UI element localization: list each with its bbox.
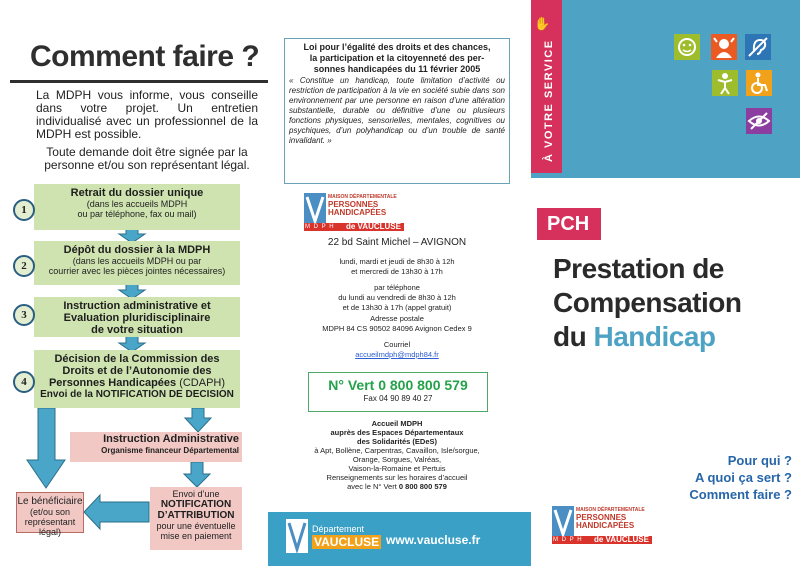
notification-line-5: mise en paiement [160,531,232,541]
step-2-detail-2: courrier avec les pièces jointes nécessaires) [48,266,226,276]
mdph-cover-personnes: PERSONNES [576,513,627,522]
step-1-number: 1 [13,199,35,221]
opening-hours [284,257,510,277]
address: 22 bd Saint Michel – AVIGNON [327,237,467,248]
cognitive-disability-icon [711,34,737,60]
mdph-logo [304,193,404,231]
step-2-box [34,241,240,285]
pch-title-line-2: Compensation [553,287,742,318]
mdph-logo-personnes: PERSONNES [328,200,379,209]
step-2-title: Dépôt du dossier à la MDPH [63,244,211,256]
departement-label: Département [312,524,365,534]
step-3-title-2: Evaluation pluridisciplinaire [63,312,211,324]
step-4-line-3b: (CDAPH) [176,377,226,389]
hours-line-2: et mercredi de 13h30 à 17h [351,267,443,276]
courriel-link[interactable]: accueilmdph@mdph84.fr [355,350,439,359]
loi-box [284,38,510,184]
pch-tab: PCH [537,208,601,240]
question-comment: Comment faire ? [689,487,792,502]
step-4-number: 4 [13,371,35,393]
visual-disability-icon [746,108,772,134]
cover-header [531,0,800,178]
question-pour-qui: Pour qui ? [727,453,792,468]
step-2-detail-1: (dans les accueils MDPH ou par [72,256,202,266]
step-1-title: Retrait du dossier unique [70,187,204,199]
beneficiaire-line-2: (et/ou son [29,507,71,517]
numero-vert-box [308,372,488,412]
step-3-title-1: Instruction administrative et [63,300,211,312]
hours-line-1: lundi, mardi et jeudi de 8h30 à 12h [339,257,455,266]
step-1-detail-1: (dans les accueils MDPH [86,199,188,209]
step-2-number: 2 [13,255,35,277]
wheelchair-icon [746,70,772,96]
mdph-logo-handicapees: HANDICAPÉES [328,208,387,217]
beneficiaire-box [16,492,84,537]
arrow-step4-beneficiaire [27,408,65,488]
arrow-step4-instruction [185,408,211,432]
step-4-line-2: Droits et de l’Autonomie des [62,365,212,377]
notification-line-2: NOTIFICATION [160,499,232,510]
accueil-title-1: Accueil MDPH [371,419,423,428]
step-4-box [34,350,240,408]
notification-box [150,487,242,550]
accueil-towns-3: Vaison-la-Romaine et Pertuis [348,464,446,473]
notification-line-3: D’ATTRIBUTION [157,510,235,521]
loi-title-2: la participation et la citoyenneté des per- [309,53,485,63]
loi-title-3: sonnes handicapées du 11 février 2005 [313,64,481,74]
website-link[interactable]: www.vaucluse.fr [386,533,481,547]
mdph-cover-mark-icon [552,506,574,538]
courriel-label: Courriel [383,340,411,349]
pch-title-line-3b: Handicap [593,321,716,352]
signature-paragraph: Toute demande doit être signée par la personne et/ou son représentant légal. [44,145,250,172]
step-4-line-3: Personnes Handicapées [48,377,177,389]
departement-logo [286,519,380,555]
step-4-line-4: Envoi de la NOTIFICATION DE DECISION [40,389,234,400]
middle-panel [268,0,531,566]
phone-hours-line-1: par téléphone [374,283,420,292]
accueil-info [284,419,510,491]
right-panel [531,0,800,566]
instruction-sub: Organisme financeur Départemental [101,446,239,455]
beneficiaire-line-3: représentant légal) [24,517,76,537]
questions [642,452,792,503]
loi-quote: « Constitue un handicap, toute limitation d’activité ou restriction de participation à la vie en société subie dans son environnement par une personne en raison d’une altération substantielle, durable ou définitive d’une ou plusieurs fonctions physiques, sensorielles, mentales, cognitives ou psychiques, d’un polyhandicap ou d’un trouble de santé invalidant. » [289,76,505,145]
step-3-box [34,297,240,337]
phone-hours [284,283,510,313]
arrow-instruction-notification [184,462,210,487]
departement-logo-mark-icon [286,519,308,553]
step-1-box [34,184,240,230]
phone-hours-line-3: et de 13h30 à 17h (appel gratuit) [342,303,452,312]
mental-disability-icon [674,34,700,60]
beneficiaire-line-1: Le bénéficiaire [17,496,83,507]
service-band-text: À VOTRE SERVICE [543,39,555,162]
mdph-logo-small: MAISON DÉPARTEMENTALE [328,194,397,200]
mdph-logo-acronym: M D P H [305,224,335,230]
mdph-logo-vaucluse: de VAUCLUSE [346,222,401,231]
instruction-title: Instruction Administrative [103,433,239,445]
hearing-disability-icon [745,34,771,60]
phone-hours-line-2: du lundi au vendredi de 8h30 à 12h [338,293,456,302]
mdph-cover-handicapees: HANDICAPÉES [576,521,635,530]
mdph-cover-small: MAISON DÉPARTEMENTALE [576,507,645,513]
accueil-info-line: Renseignements sur les horaires d’accueil [326,473,468,482]
accueil-title-2: auprès des Espaces Départementaux [330,428,464,437]
psychic-disability-icon [712,70,738,96]
courriel [284,340,510,360]
instruction-box [70,432,242,462]
fax: Fax 04 90 89 40 27 [363,394,433,403]
postal-label: Adresse postale [370,314,424,323]
accueil-vert-number: 0 800 800 579 [398,482,447,491]
accueil-title-3: des Solidarités (EDeS) [356,437,438,446]
service-band [531,0,562,173]
postal-address [284,314,510,334]
loi-title-1: Loi pour l’égalité des droits et des chances, [303,42,491,52]
mdph-cover-acronym: M D P H [553,537,583,543]
pch-title-line-1: Prestation de [553,253,724,284]
question-a-quoi: A quoi ça sert ? [694,470,792,485]
notification-line-1: Envoi d’une [172,489,220,499]
mdph-logo-mark-icon [304,193,326,225]
pch-title [553,252,793,354]
notification-line-4: pour une éventuelle [156,521,236,531]
mdph-cover-vaucluse: de VAUCLUSE [594,535,649,544]
step-4-line-1: Décision de la Commission des [54,353,220,365]
handshake-icon: ✋ [534,16,551,31]
numero-vert: N° Vert 0 800 800 579 [328,377,468,393]
pch-title-line-3a: du [553,321,594,352]
left-title: Comment faire ? [30,40,260,73]
mdph-logo-cover [552,506,652,544]
intro-paragraph: La MDPH vous informe, vous conseille dans votre projet. Un entretien individualisé avec un professionnel de la MDPH est possible. [36,88,258,141]
accueil-towns-2: Orange, Sorgues, Valréas, [352,455,442,464]
step-3-title-3: de votre situation [91,324,183,336]
accueil-towns-1: à Apt, Bollène, Carpentras, Cavaillon, Isle/sorgue, [314,446,480,455]
step-1-detail-2: ou par téléphone, fax ou mail) [77,209,197,219]
arrow-notification-beneficiaire [84,495,149,529]
accueil-vert-label: avec le N° Vert [347,482,399,491]
step-3-number: 3 [13,304,35,326]
left-panel [0,0,268,566]
middle-footer [268,512,531,566]
departement-name: VAUCLUSE [314,535,380,549]
postal-value: MDPH 84 CS 90502 84096 Avignon Cedex 9 [322,324,472,333]
